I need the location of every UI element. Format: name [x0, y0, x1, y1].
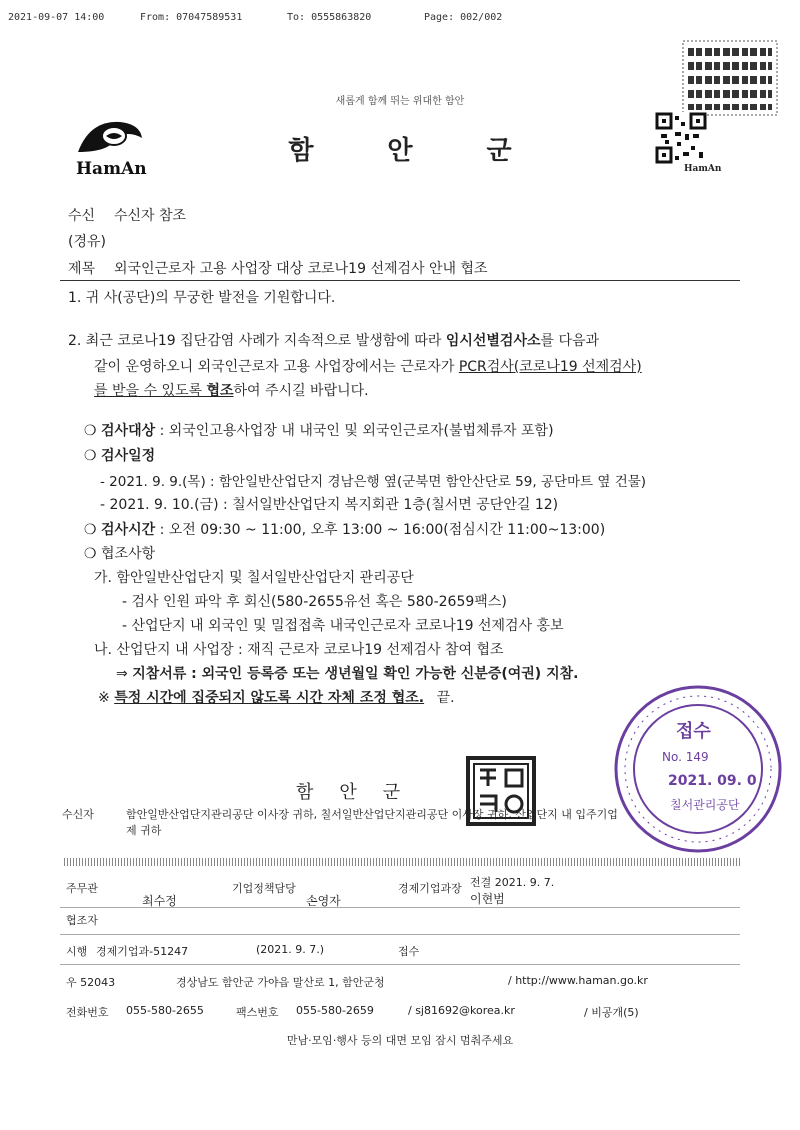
- org-title: 함안군: [288, 136, 586, 166]
- tel-label: 전화번호: [66, 1006, 109, 1019]
- approval-date: 전결 2021. 9. 7.: [470, 876, 555, 889]
- p2-line1c: 를 다음과: [540, 333, 600, 349]
- staff-label: 주무관: [66, 882, 98, 895]
- stamp-title: 접수: [676, 721, 711, 742]
- postal-code: 우 52043: [66, 976, 116, 989]
- bullet-circle-icon: ❍: [84, 546, 97, 562]
- disclosure: / 비공개(5): [584, 1006, 639, 1019]
- schedule-item-1: - 2021. 9. 9.(목) : 함안일반산업단지 경남은행 옆(군북면 함안산단로 59, 공단마트 옆 건물): [100, 474, 647, 490]
- target-value: : 외국인고용사업장 내 내국인 및 외국인근로자(불법체류자 포함): [159, 423, 554, 439]
- stamp-date: 2021. 09. 0: [668, 773, 757, 789]
- staff-name: 최수정: [142, 894, 177, 908]
- end-mark: 끝.: [436, 690, 455, 706]
- enact-label: 시행: [66, 945, 88, 958]
- note-row: [98, 687, 455, 707]
- time-row: [84, 519, 605, 539]
- logo-text: HamAn: [76, 159, 147, 179]
- fax-to: To: 0555863820: [287, 12, 372, 23]
- enact-date: (2021. 9. 7.): [256, 943, 325, 956]
- divider-1: [60, 907, 740, 908]
- coop-a1: - 검사 인원 파악 후 회신(580-2655유선 혹은 580-2659팩스): [122, 594, 507, 610]
- p2-line2a: 같이 운영하오니 외국인근로자 고용 사업장에서는 근로자가: [94, 359, 459, 375]
- recipient-label: 수신: [68, 208, 96, 224]
- enact-no: 경제기업과-51247: [96, 945, 189, 958]
- coop-row: [84, 543, 155, 563]
- tel-number: 055-580-2655: [126, 1004, 204, 1017]
- recipients-line-1: 함안일반산업단지관리공단 이사장 귀하, 칠서일반산업단지관리공단 이사장 귀하, 산업단지 내 입주기업: [126, 808, 618, 821]
- stamp-org: 칠서관리공단: [670, 798, 740, 812]
- recipient-value: 수신자 참조: [114, 208, 187, 224]
- schedule-row: [84, 445, 155, 465]
- paragraph-2-line-1: [68, 330, 599, 352]
- coop-b: 나. 산업단지 내 사업장 : 재직 근로자 코로나19 선제검사 참여 협조: [94, 642, 504, 658]
- coop-b1-arrow: ⇒: [116, 666, 133, 682]
- bullet-circle-icon: ❍: [84, 448, 97, 464]
- lead-label: 기업정책담당: [232, 882, 296, 895]
- p2-line2b: PCR검사(코로나19 선제검사): [458, 359, 642, 375]
- divider-3: [60, 964, 740, 965]
- divider-dotted: [64, 858, 740, 866]
- paragraph-2-line-2: [94, 356, 642, 378]
- campaign-text: 만남·모임·행사 등의 대면 모임 잠시 멈춰주세요: [286, 1034, 514, 1047]
- director-label: 경제기업과장: [398, 882, 462, 895]
- subject-label: 제목: [68, 261, 96, 277]
- recipients-label: 수신자: [62, 808, 94, 821]
- cooperator-label: 협조자: [66, 914, 98, 927]
- stamp-no: No. 149: [662, 750, 709, 764]
- slogan: 새롭게 함께 뛰는 위대한 함안: [335, 96, 465, 107]
- p2-line1b: 임시선별검사소: [445, 333, 541, 349]
- receipt-stamp: [612, 683, 784, 855]
- sender-name: 함안군: [296, 782, 427, 803]
- director-name: 이현범: [470, 892, 505, 906]
- time-label: 검사시간: [101, 522, 156, 538]
- receipt-label: 접수: [398, 945, 420, 958]
- fax-number: 055-580-2659: [296, 1004, 374, 1017]
- target-row: [84, 420, 554, 440]
- lead-name: 손영자: [306, 894, 341, 908]
- fax-datetime: 2021-09-07 14:00: [8, 12, 105, 23]
- coop-b1: [116, 663, 578, 683]
- schedule-item-2: - 2021. 9. 10.(금) : 칠서일반산업단지 복지회관 1층(칠서면 공단안길 12): [100, 497, 559, 513]
- coop-a2: - 산업단지 내 외국인 및 밀접접촉 내국인근로자 코로나19 선제검사 홍보: [122, 618, 564, 634]
- bullet-circle-icon: ❍: [84, 522, 97, 538]
- paragraph-1: 1. 귀 사(공단)의 무궁한 발전을 기원합니다.: [68, 290, 336, 306]
- p2-line1a: 2. 최근 코로나19 집단감염 사례가 지속적으로 발생함에 따라: [68, 333, 446, 349]
- email-link[interactable]: / sj81692@korea.kr: [408, 1004, 515, 1017]
- p2-line3c: 하여 주시길 바랍니다.: [233, 383, 369, 399]
- target-label: 검사대상: [101, 423, 156, 439]
- paragraph-2-line-3: [94, 380, 369, 402]
- note-text: 특정 시간에 집중되지 않도록 시간 자체 조정 협조.: [114, 690, 425, 706]
- schedule-label: 검사일정: [101, 448, 156, 464]
- fax-from: From: 07047589531: [140, 12, 243, 23]
- fax-label: 팩스번호: [236, 1006, 279, 1019]
- coop-label: 협조사항: [101, 546, 156, 562]
- via: (경유): [68, 234, 106, 250]
- homepage-link[interactable]: / http://www.haman.go.kr: [508, 974, 648, 987]
- subject-rule: [60, 280, 740, 281]
- address: 경상남도 함안군 가야읍 말산로 1, 함안군청: [176, 976, 385, 989]
- note-mark: ※: [98, 690, 110, 706]
- divider-2: [60, 934, 740, 935]
- recipients-line-2: 제 귀하: [126, 824, 162, 837]
- qr-caption: HamAn: [684, 164, 722, 174]
- fax-page: Page: 002/002: [424, 12, 503, 23]
- time-value: : 오전 09:30 ~ 11:00, 오후 13:00 ~ 16:00(점심시간 11:00~13:00): [159, 522, 606, 538]
- subject-value: 외국인근로자 고용 사업장 대상 코로나19 선제검사 안내 협조: [114, 261, 488, 277]
- bullet-circle-icon: ❍: [84, 423, 97, 439]
- p2-line3b: 협조: [206, 383, 234, 399]
- p2-line3a: 를 받을 수 있도록: [94, 383, 207, 399]
- qr-code: [655, 112, 707, 164]
- coop-b1-text: 지참서류 : 외국인 등록증 또는 생년월일 확인 가능한 신분증(여권) 지참.: [132, 666, 579, 682]
- coop-a: 가. 함안일반산업단지 및 칠서일반산업단지 관리공단: [94, 570, 414, 586]
